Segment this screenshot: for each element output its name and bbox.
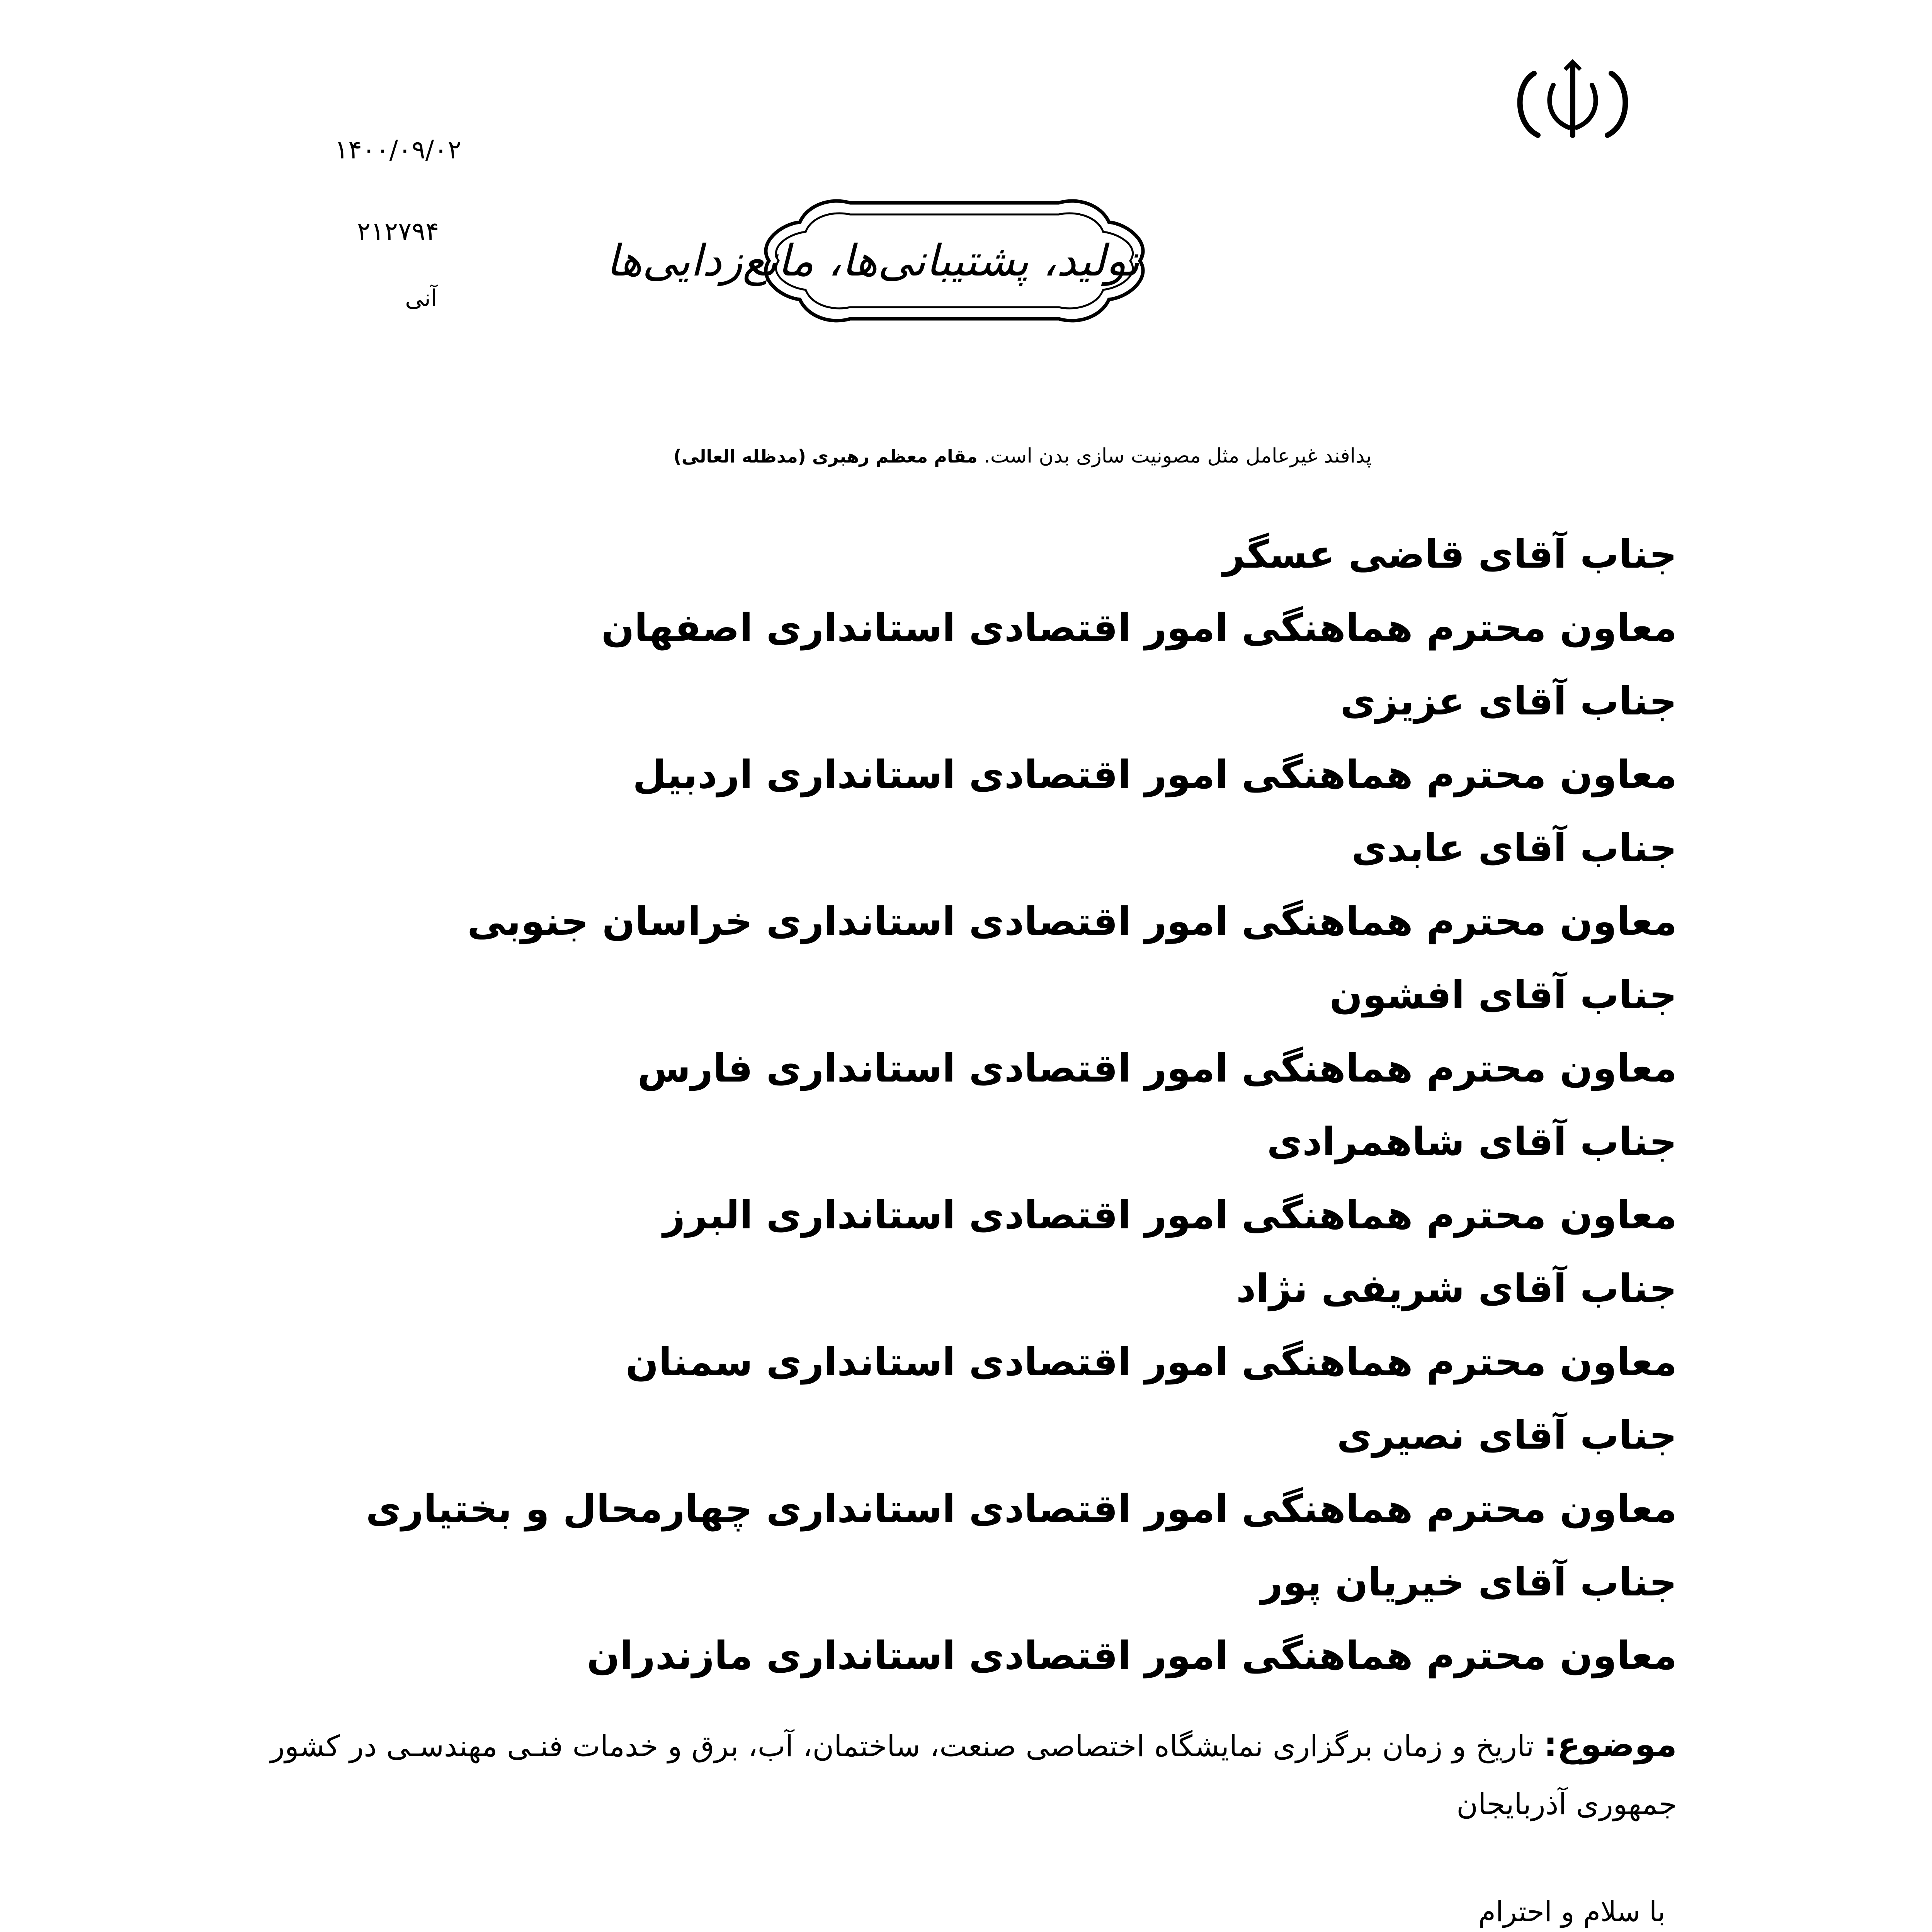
quote-source: مقام معظم رهبری (مدظله العالی) xyxy=(673,446,978,467)
recipient-line: معاون محترم هماهنگی امور اقتصادی استانداری چهارمحال و بختیاری xyxy=(366,1486,1677,1531)
letter-number: ۲۱۲۷۹۴ xyxy=(357,216,439,246)
subject-label: موضوع: xyxy=(1543,1725,1677,1764)
recipient-line: جناب آقای عزیزی xyxy=(1340,679,1677,724)
recipient-line: معاون محترم هماهنگی امور اقتصادی استانداری اصفهان xyxy=(601,605,1677,650)
recipient-line: معاون محترم هماهنگی امور اقتصادی استانداری اردبیل xyxy=(633,752,1677,797)
quote-text: پدافند غیرعامل مثل مصونیت سازی بدن است. xyxy=(984,444,1372,468)
recipient-line: معاون محترم هماهنگی امور اقتصادی استانداری خراسان جنوبی xyxy=(467,899,1677,944)
slogan-text: تولید، پشتیبانی‌ها، مانع‌زدایی‌ها xyxy=(606,236,1140,286)
letter-subject xyxy=(270,1716,1677,1833)
greeting: با سلام و احترام xyxy=(1478,1895,1665,1928)
recipient-line: جناب آقای شاهمرادی xyxy=(1267,1119,1677,1164)
recipient-line: جناب آقای افشون xyxy=(1329,972,1677,1017)
letter-date: ۱۴۰۰/۰۹/۰۲ xyxy=(334,135,462,165)
recipient-line: جناب آقای نصیری xyxy=(1337,1413,1677,1458)
recipient-line: معاون محترم هماهنگی امور اقتصادی استانداری فارس xyxy=(637,1046,1677,1091)
recipient-line: معاون محترم هماهنگی امور اقتصادی استانداری مازندران xyxy=(587,1633,1677,1678)
letter-urgency: آنی xyxy=(405,285,437,312)
recipient-line: معاون محترم هماهنگی امور اقتصادی استانداری سمنان xyxy=(626,1339,1677,1384)
header-quote xyxy=(580,444,1372,468)
iran-emblem-icon xyxy=(1507,58,1638,151)
recipient-line: جناب آقای قاضی عسگر xyxy=(1223,532,1677,577)
recipients-list xyxy=(348,524,1677,1698)
recipient-line: معاون محترم هماهنگی امور اقتصادی استانداری البرز xyxy=(663,1192,1677,1238)
letter-meta xyxy=(317,137,479,310)
recipient-line: جناب آقای شریفی نژاد xyxy=(1236,1266,1677,1311)
recipient-line: جناب آقای عابدی xyxy=(1351,825,1677,871)
subject-text: تاریخ و زمان برگزاری نمایشگاه اختصاصی صنعت، ساختمان، آب، برق و خدمات فنـی مهندسـی در کشور جمهوری آذربایجان xyxy=(270,1729,1677,1821)
recipient-line: جناب آقای خیریان پور xyxy=(1260,1560,1677,1605)
